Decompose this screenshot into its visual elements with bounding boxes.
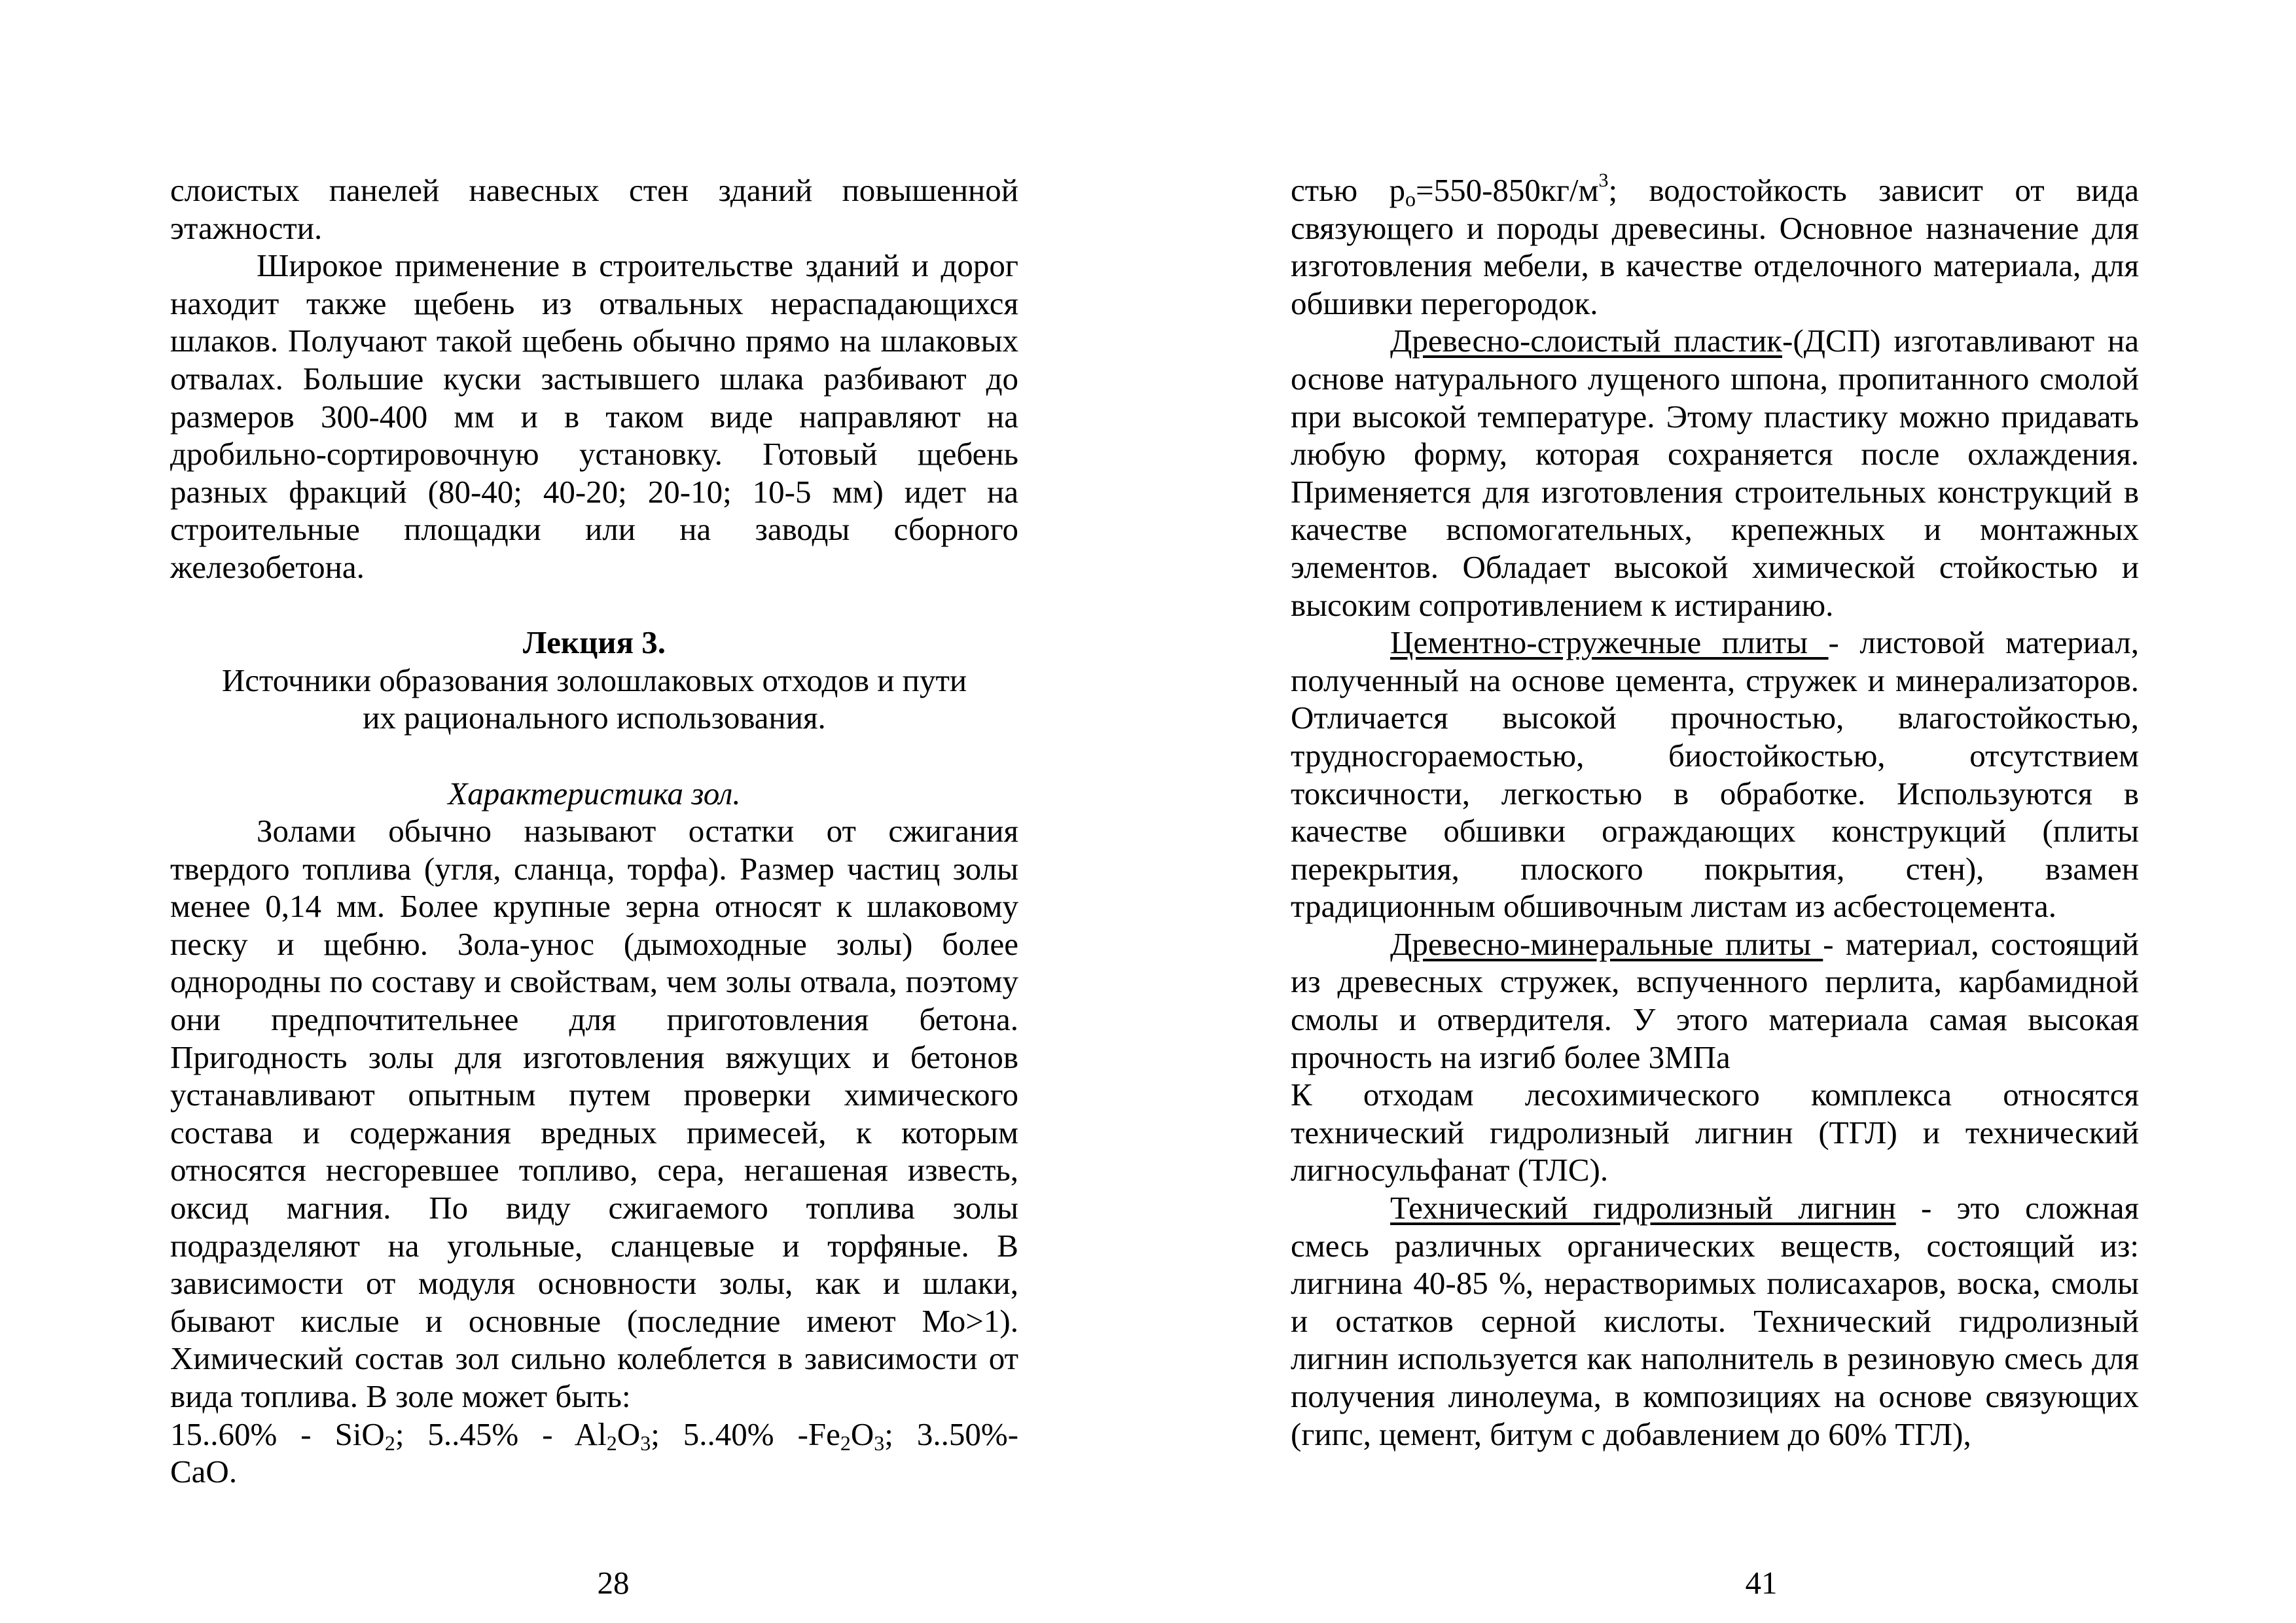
paragraph: Древесно-слоистый пластик-(ДСП) изготавливают на основе натурального лущеного шпона, пропитанного смолой при высокой температуре. Этому пластику можно придавать любую форму, которая сохраняется после охлаждения. Применяется для изготовления строительных конструкций в качестве вспомогательных, крепежных и монтажных элементов. Обладает высокой химической стойкостью и высоким сопротивлением к истиранию. xyxy=(1291,323,2140,623)
paragraph: Золами обычно называют остатки от сжигания твердого топлива (угля, сланца, торфа). Размер частиц золы менее 0,14 мм. Более крупные зерна относят к шлаковому песку и щебню. Зола-унос (дымоходные золы) более однородны по составу и свойствам, чем золы отвала, поэтому они предпочтительнее для приготовления бетона. Пригодность золы для изготовления вяжущих и бетонов устанавливают опытным путем проверки химического состава и содержания вредных примесей, к которым относятся несгоревшее топливо, сера, негашеная известь, оксид магния. По виду сжигаемого топлива золы подразделяют на угольные, сланцевые и торфяные. В зависимости от модуля основности золы, как и шлаки, бывают кислые и основные (последние имеют Мо>1). Химический состав зол сильно колеблется в зависимости от вида топлива. В золе может быть: xyxy=(170,813,1018,1414)
lecture-subtitle-line1: Источники образования золошлаковых отходов и пути xyxy=(221,662,967,698)
page-number: 28 xyxy=(597,1565,630,1601)
right-page-text xyxy=(1291,171,2139,1453)
left-page-text xyxy=(170,171,1018,1491)
term-underlined: Древесно-слоистый пластик xyxy=(1390,323,1782,359)
spacer xyxy=(170,586,1018,624)
section-title: Характеристика зол. xyxy=(448,775,741,812)
paragraph: К отходам лесохимического комплекса относятся технический гидролизный лигнин (ТГЛ) и технический лигносульфанат (ТЛС). xyxy=(1291,1077,2139,1188)
formula-fe2o3: 5..40% $-Fe_2O_3$; xyxy=(683,1416,893,1455)
spacer xyxy=(170,737,1018,775)
paragraph: слоистых панелей навесных стен зданий повышенной этажности. xyxy=(170,172,1018,246)
formula-cao: 3..50%- xyxy=(916,1416,1019,1452)
formula-line xyxy=(170,1416,1018,1454)
formula-sio2: 15..60% - SiO$_2$; xyxy=(170,1416,404,1455)
formula-cao-tail: CaO. xyxy=(170,1454,238,1490)
paragraph: Древесно-минеральные плиты - материал, состоящий из древесных стружек, вспученного перлита, карбамидной смолы и отвердителя. У этого материала самая высокая прочность на изгиб более 3МПа xyxy=(1291,925,2139,1075)
right-page xyxy=(1148,0,2296,1623)
paragraph: стью $p_o=550-850кг/м^3$; водостойкость зависит от вида связующего и породы древесины. Основное назначение для изготовления мебели, в качестве отделочного материала, для обшивки перегородок. xyxy=(1291,169,2139,321)
page-number: 41 xyxy=(1745,1565,1778,1601)
paragraph: Технический гидролизный лигнин - это сложная смесь различных органических веществ, состоящий из: лигнина 40-85 %, нерастворимых полисахаров, воска, смолы и остатков серной кислоты. Технический гидролизный лигнин используется как наполнитель в резиновую смесь для получения линолеума, в композициях на основе связующих (гипс, цемент, битум с добавлением до 60% ТГЛ), xyxy=(1291,1190,2139,1452)
paragraph: Цементно-стружечные плиты - листовой материал, полученный на основе цемента, стружек и минерализаторов. Отличается высокой прочностью, влагостойкостью, трудносгораемостью, биостойкостью, отсутствием токсичности, легкостью в обработке. Используются в качестве обшивки ограждающих конструкций (плиты перекрытия, плоского покрытия, стен), взамен традиционным обшивочным листам из асбестоцемента. xyxy=(1291,624,2139,925)
term-underlined: Древесно-минеральные плиты xyxy=(1390,925,1823,962)
lecture-title: Лекция 3. xyxy=(522,624,666,661)
term-underlined: Цементно-стружечные плиты xyxy=(1390,624,1829,661)
formula-al2o3: $5..45\% - Al_2O_3$; xyxy=(427,1416,660,1455)
lecture-subtitle-line2: их рационального использования. xyxy=(363,700,826,736)
paragraph: Широкое применение в строительстве зданий и дорог находит также щебень из отвальных нераспадающихся шлаков. Получают такой щебень обычно прямо на шлаковых отвалах. Большие куски застывшего шлака разбивают до размеров 300-400 мм и в таком виде направляют на дробильно-сортировочную установку. Готовый щебень разных фракций (80-40; 40-20; 20-10; 10-5 мм) идет на строительные площадки или на заводы сборного железобетона. xyxy=(170,247,1018,585)
term-underlined: Технический гидролизный лигнин xyxy=(1390,1190,1896,1226)
